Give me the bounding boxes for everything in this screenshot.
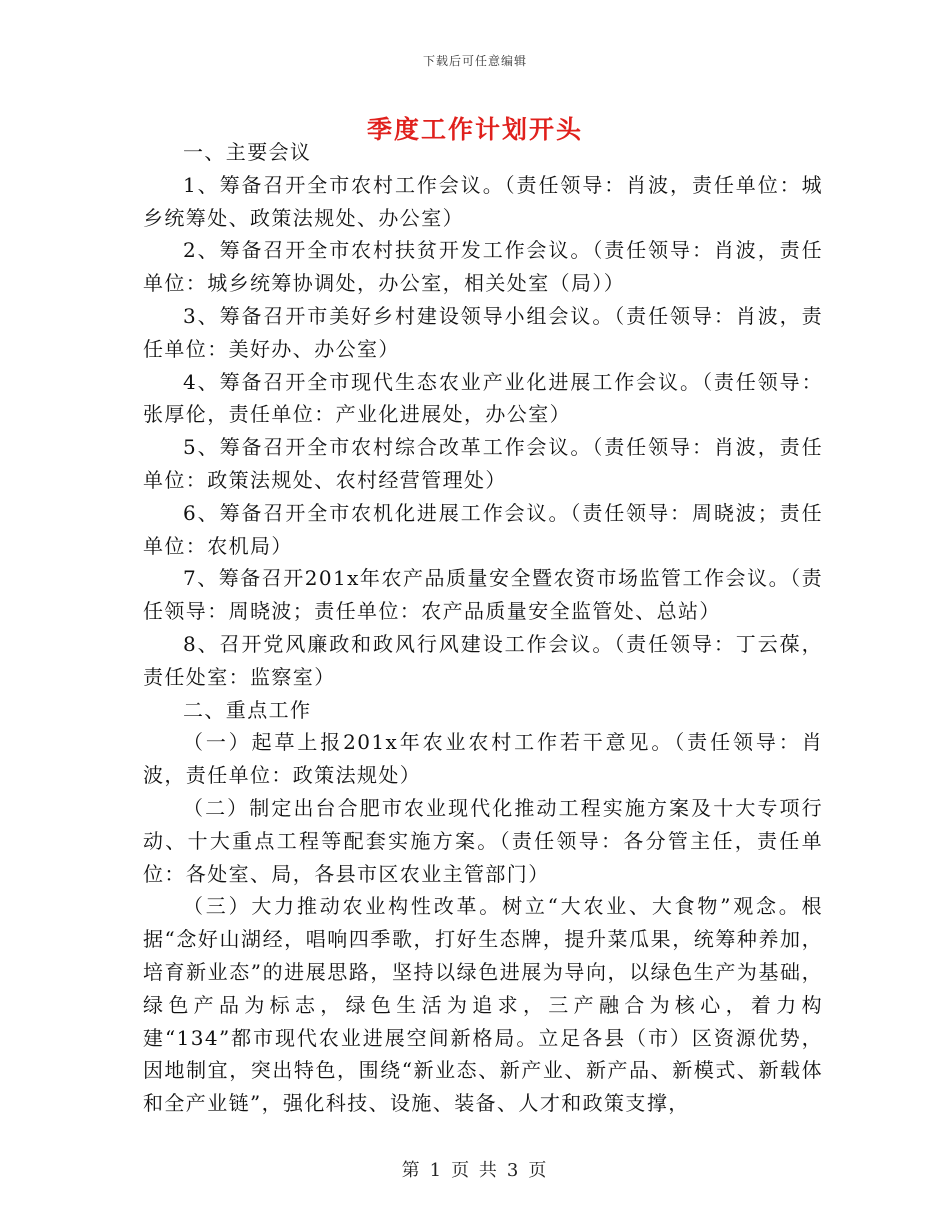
footer-middle: 页 共 — [451, 1160, 499, 1181]
section-heading-meetings: 一、主要会议 — [183, 140, 312, 164]
paragraph: 6、筹备召开全市农机化进展工作会议。（责任领导：周晓波；责任单位：农机局） — [143, 500, 823, 558]
paragraph: 8、召开党风廉政和政风行风建设工作会议。（责任领导：丁云葆，责任处室：监察室） — [143, 631, 823, 689]
page-footer — [0, 1156, 950, 1182]
document-title: 季度工作计划开头 — [366, 115, 583, 144]
paragraph: 1、筹备召开全市农村工作会议。（责任领导：肖波，责任单位：城乡统筹处、政策法规处、办公室） — [143, 172, 823, 230]
paragraph: （一）起草上报201x年农业农村工作若干意见。（责任领导：肖波，责任单位：政策法规处） — [143, 730, 823, 788]
paragraph: 3、筹备召开市美好乡村建设领导小组会议。（责任领导：肖波，责任单位：美好办、办公室） — [143, 303, 823, 361]
paragraph: 2、筹备召开全市农村扶贫开发工作会议。（责任领导：肖波，责任单位：城乡统筹协调处，办公室，相关处室（局）） — [143, 238, 823, 296]
footer-suffix: 页 — [528, 1160, 549, 1181]
section-heading-key-work: 二、重点工作 — [183, 697, 312, 722]
total-pages-number: 3 — [506, 1160, 521, 1181]
paragraph: 5、筹备召开全市农村综合改革工作会议。（责任领导：肖波，责任单位：政策法规处、农村经营管理处） — [143, 435, 823, 492]
document-body — [143, 136, 823, 1120]
footer-prefix: 第 — [401, 1160, 422, 1181]
paragraph: （三）大力推动农业构性改革。树立“大农业、大食物”观念。根据“念好山湖经，唱响四季歌，打好生态牌，提升菜瓜果，统筹种养加，培育新业态”的进展思路，坚持以绿色进展为导向，以绿色生产为基础，绿色产品为标志，绿色生活为追求，三产融合为核心，着力构建“134”都市现代农业进展空间新格局。立足各县（市）区资源优势，因地制宜，突出特色，围绕“新业态、新产业、新产品、新模式、新载体和全产业链”，强化科技、设施、装备、人才和政策支撑， — [143, 894, 823, 1116]
paragraph: 4、筹备召开全市现代生态农业产业化进展工作会议。（责任领导：张厚伦，责任单位：产业化进展处，办公室） — [143, 369, 823, 427]
current-page-number: 1 — [429, 1160, 444, 1181]
header-note: 下载后可任意编辑 — [422, 54, 527, 68]
paragraph: 7、筹备召开201x年农产品质量安全暨农资市场监管工作会议。（责任领导：周晓波；责任单位：农产品质量安全监管处、总站） — [143, 566, 823, 624]
paragraph: （二）制定出台合肥市农业现代化推动工程实施方案及十大专项行动、十大重点工程等配套实施方案。（责任领导：各分管主任，责任单位：各处室、局，各县市区农业主管部门） — [143, 795, 823, 886]
